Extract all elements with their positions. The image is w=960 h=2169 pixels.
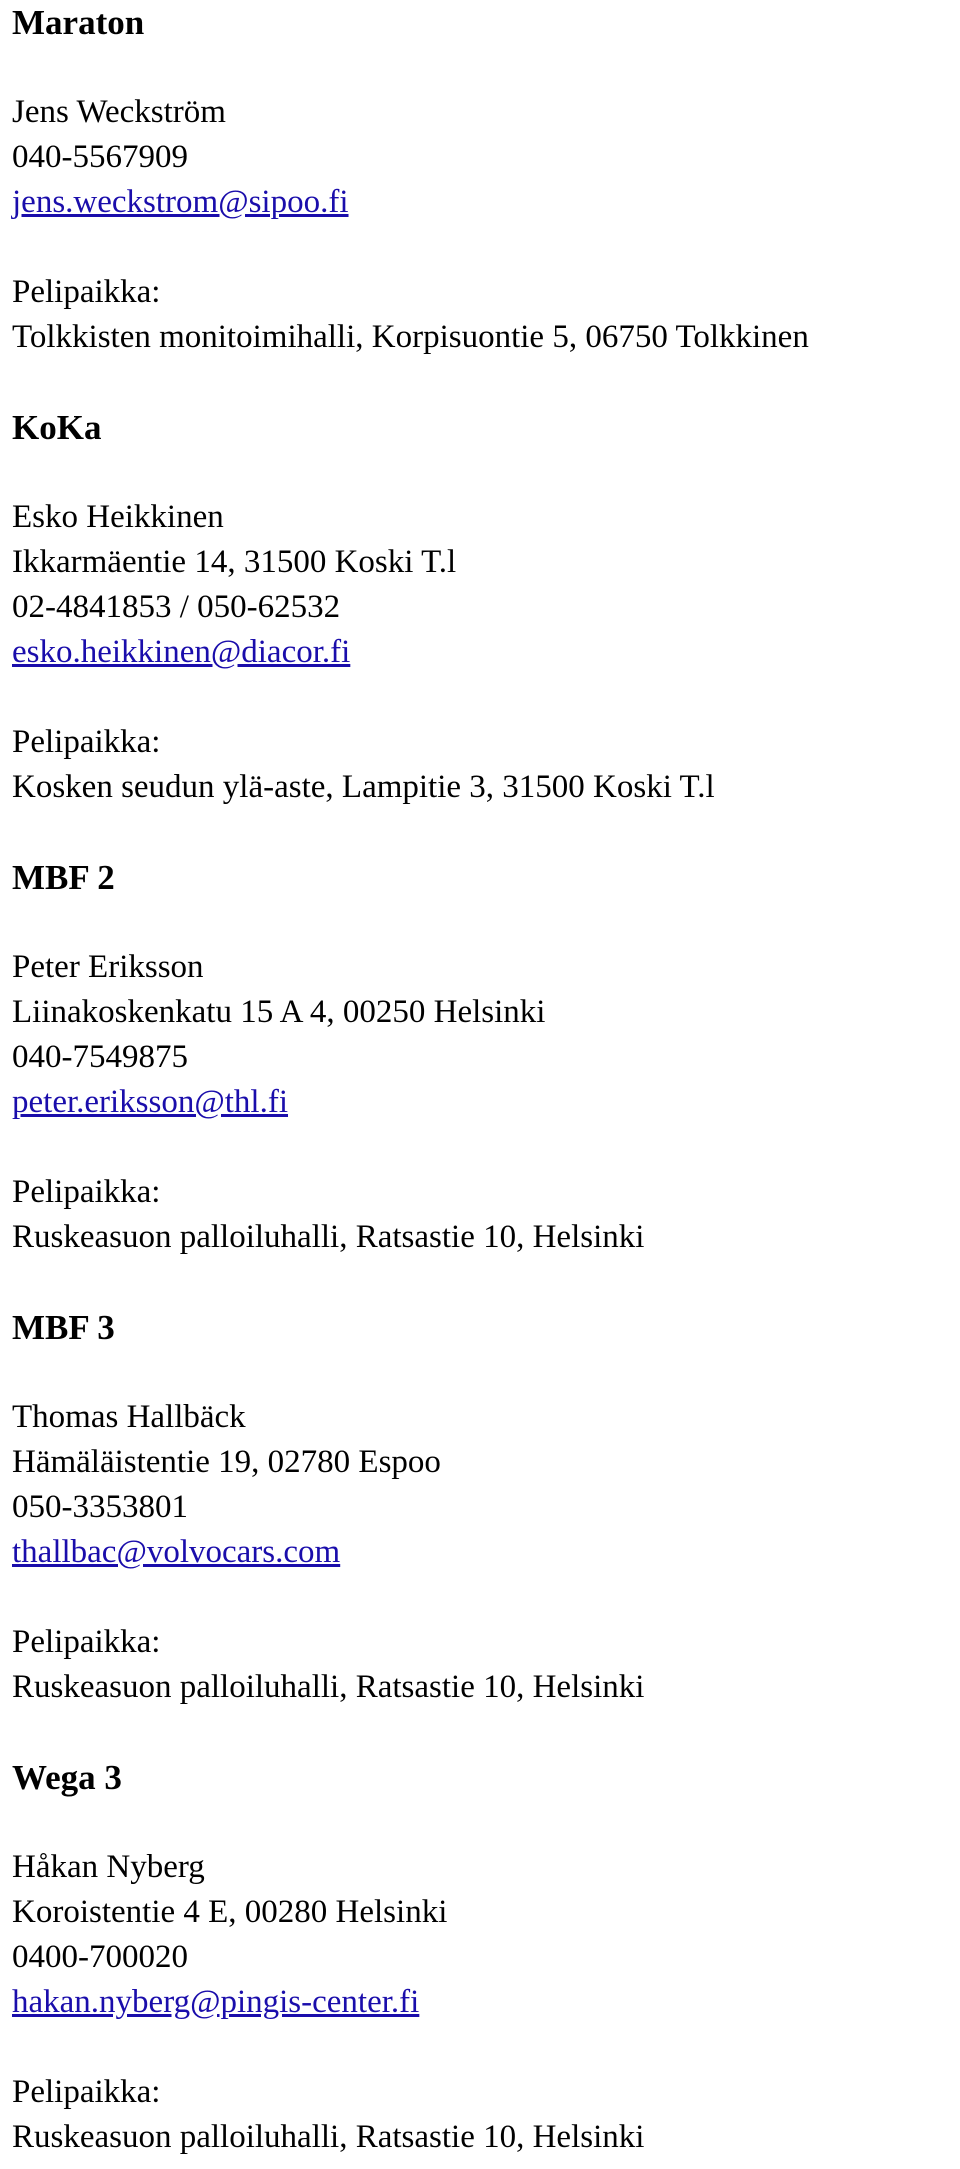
contact-name: Thomas Hallbäck (12, 1399, 246, 1435)
venue-address: Ruskeasuon palloiluhalli, Ratsastie 10, Helsinki (12, 1669, 645, 1705)
venue-label: Pelipaikka: (12, 1174, 161, 1210)
contact-name: Jens Weckström (12, 94, 226, 130)
contact-phone: 040-7549875 (12, 1039, 188, 1075)
contact-email-link[interactable]: peter.eriksson@thl.fi (12, 1084, 289, 1120)
contact-name: Esko Heikkinen (12, 499, 224, 535)
club-section-mbf-2 (12, 855, 952, 1305)
venue-address: Ruskeasuon palloiluhalli, Ratsastie 10, Helsinki (12, 2119, 645, 2155)
contact-email-link[interactable]: thallbac@volvocars.com (12, 1534, 341, 1570)
club-section-wega-3 (12, 1755, 952, 2160)
club-name: MBF 3 (12, 1308, 115, 1347)
club-section-mbf-3 (12, 1305, 952, 1755)
club-name: Wega 3 (12, 1758, 122, 1797)
club-name: MBF 2 (12, 858, 115, 897)
venue-label: Pelipaikka: (12, 724, 161, 760)
contact-phone: 0400-700020 (12, 1939, 188, 1975)
venue-address: Ruskeasuon palloiluhalli, Ratsastie 10, Helsinki (12, 1219, 645, 1255)
club-name: Maraton (12, 3, 145, 42)
venue-label: Pelipaikka: (12, 274, 161, 310)
contact-address: Ikkarmäentie 14, 31500 Koski T.l (12, 544, 457, 580)
venue-address: Kosken seudun ylä-aste, Lampitie 3, 31500 Koski T.l (12, 769, 715, 805)
contact-name: Peter Eriksson (12, 949, 204, 985)
contact-phone: 040-5567909 (12, 139, 188, 175)
club-contact-document (12, 0, 952, 2160)
contact-email-link[interactable]: jens.weckstrom@sipoo.fi (12, 184, 349, 220)
venue-address: Tolkkisten monitoimihalli, Korpisuontie 5, 06750 Tolkkinen (12, 319, 809, 355)
contact-name: Håkan Nyberg (12, 1849, 205, 1885)
contact-phone: 02-4841853 / 050-62532 (12, 589, 341, 625)
contact-email-link[interactable]: esko.heikkinen@diacor.fi (12, 634, 351, 670)
club-name: KoKa (12, 408, 102, 447)
contact-address: Koroistentie 4 E, 00280 Helsinki (12, 1894, 448, 1930)
venue-label: Pelipaikka: (12, 2074, 161, 2110)
venue-label: Pelipaikka: (12, 1624, 161, 1660)
contact-email-link[interactable]: hakan.nyberg@pingis-center.fi (12, 1984, 420, 2020)
club-section-koka (12, 405, 952, 855)
contact-phone: 050-3353801 (12, 1489, 188, 1525)
club-section-maraton (12, 0, 952, 405)
contact-address: Hämäläistentie 19, 02780 Espoo (12, 1444, 441, 1480)
contact-address: Liinakoskenkatu 15 A 4, 00250 Helsinki (12, 994, 546, 1030)
